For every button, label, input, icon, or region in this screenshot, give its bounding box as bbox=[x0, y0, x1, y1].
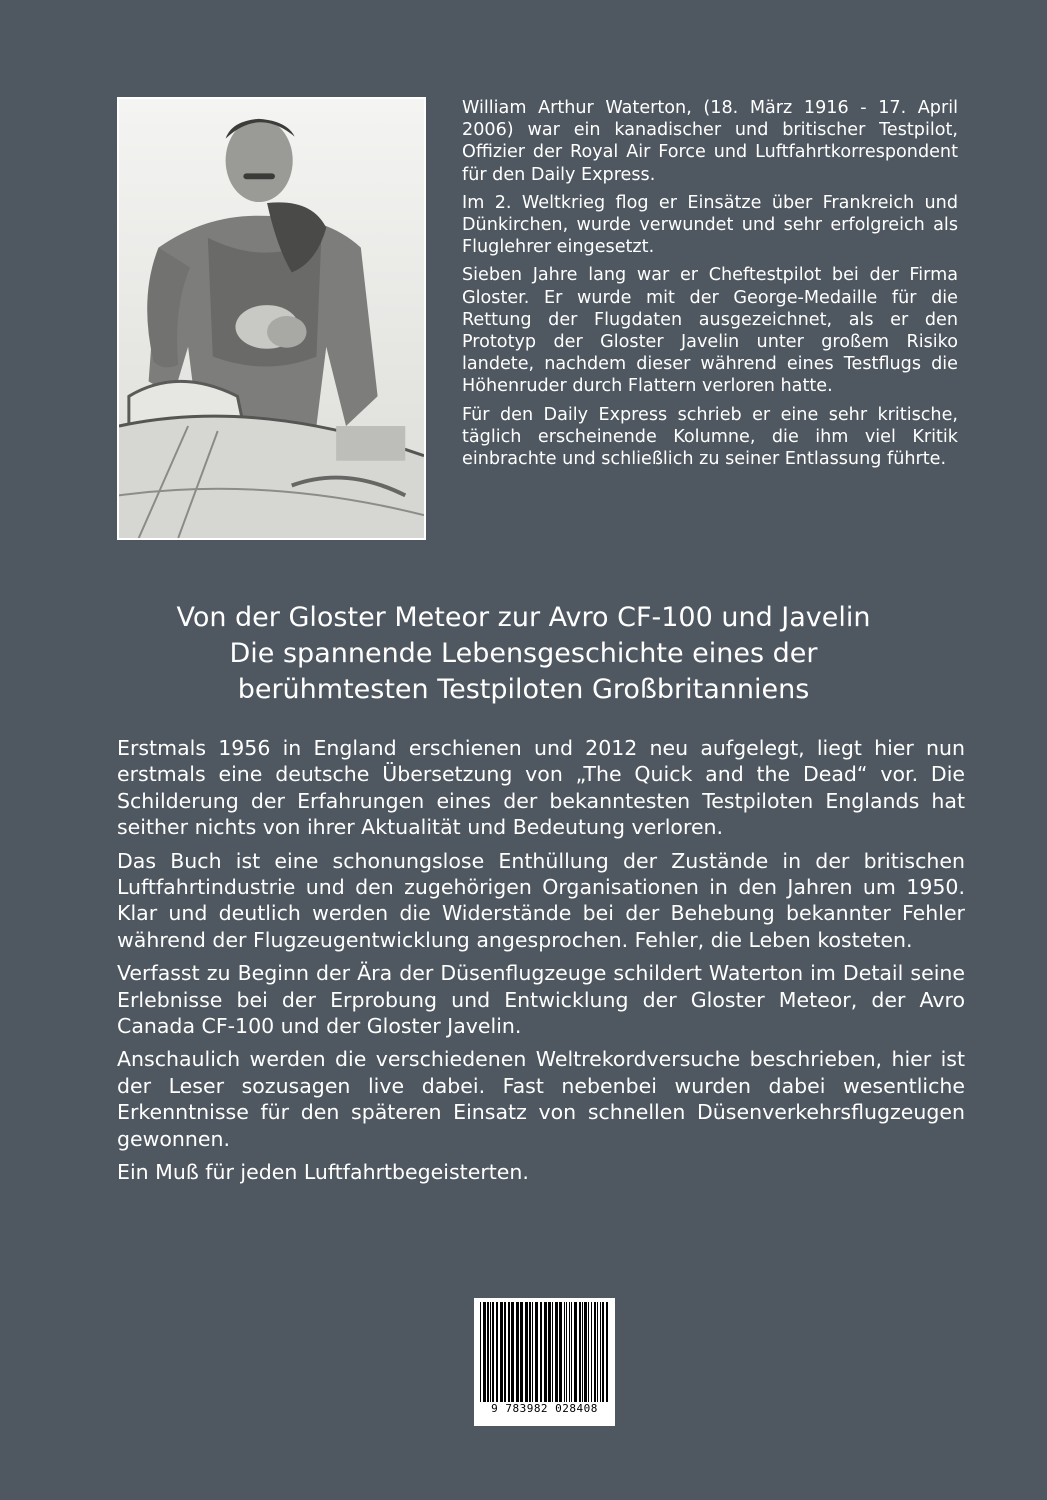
barcode-bar bbox=[511, 1302, 514, 1402]
barcode-bar bbox=[582, 1302, 583, 1402]
barcode-bar bbox=[579, 1302, 581, 1402]
barcode-bar bbox=[520, 1302, 523, 1402]
isbn-digits: 9 783982 028408 bbox=[491, 1402, 598, 1415]
pilot-photo bbox=[117, 97, 426, 540]
barcode-bar bbox=[574, 1302, 577, 1402]
barcode-bar bbox=[516, 1302, 519, 1402]
description-paragraph: Ein Muß für jeden Luftfahrtbegeisterten. bbox=[117, 1160, 529, 1185]
bio-paragraph: William Arthur Waterton, (18. März 1916 - 17. April 2006) war ein kanadischer und britischer Testpilot, Offizier der Royal Air Force und Luftfahrtkorrespondent für den Daily Express. bbox=[462, 98, 958, 185]
pilot-photo-illustration bbox=[119, 99, 424, 538]
isbn-barcode bbox=[474, 1298, 615, 1426]
bio-paragraph: Im 2. Weltkrieg flog er Einsätze über Frankreich und Dünkirchen, wurde verwundet und sehr erfolgreich als Fluglehrer eingesetzt. bbox=[462, 192, 958, 258]
barcode-bar bbox=[487, 1302, 489, 1402]
barcode-bar bbox=[490, 1302, 491, 1402]
author-biography bbox=[462, 97, 958, 476]
barcode-bar bbox=[540, 1302, 542, 1402]
barcode-bar bbox=[584, 1302, 587, 1402]
barcode-bar bbox=[588, 1302, 589, 1402]
barcode-bar bbox=[571, 1302, 572, 1402]
headline-line-3: berühmtesten Testpiloten Großbritanniens bbox=[237, 674, 810, 705]
barcode-bar bbox=[602, 1302, 604, 1402]
description-paragraph: Verfasst zu Beginn der Ära der Düsenflugzeuge schildert Waterton im Detail seine Erlebnisse bei der Erprobung und Entwicklung der Gloster Meteor, der Avro Canada CF-100 und der Gloster Javelin. bbox=[117, 961, 965, 1039]
barcode-bar bbox=[548, 1302, 551, 1402]
description-paragraph: Anschaulich werden die verschiedenen Weltrekordversuche beschrieben, hier ist der Leser sozusagen live dabei. Fast nebenbei wurden dabei wesentliche Erkenntnisse für den späteren Einsatz von schnellen Düsenverkehrsflugzeugen gewonnen. bbox=[117, 1047, 965, 1151]
barcode-bar bbox=[559, 1302, 562, 1402]
barcode-bar bbox=[483, 1302, 486, 1402]
barcode-bar bbox=[606, 1302, 608, 1402]
barcode-bar bbox=[591, 1302, 592, 1402]
barcode-bar bbox=[600, 1302, 601, 1402]
barcode-bar bbox=[525, 1302, 528, 1402]
book-description bbox=[117, 735, 965, 1193]
barcode-bar bbox=[552, 1302, 553, 1402]
barcode-bar bbox=[564, 1302, 565, 1402]
barcode-bar bbox=[500, 1302, 503, 1402]
bio-paragraph: Sieben Jahre lang war er Cheftestpilot bei der Firma Gloster. Er wurde mit der George-Medaille für die Rettung der Flugdaten ausgezeichnet, als er den Prototyp der Gloster Javelin unter großem Risiko landete, nachdem dieser während eines Testflugs die Höhenruder durch Flattern verloren hatte. bbox=[462, 265, 958, 397]
barcode-bar bbox=[529, 1302, 531, 1402]
barcode-bar bbox=[566, 1302, 567, 1402]
barcode-bar bbox=[535, 1302, 538, 1402]
barcode-bar bbox=[504, 1302, 506, 1402]
barcode-bar bbox=[492, 1302, 494, 1402]
headline-line-2: Die spannende Lebensgeschichte eines der bbox=[229, 638, 818, 669]
description-paragraph: Das Buch ist eine schonungslose Enthüllung der Zustände in der britischen Luftfahrtindustrie und den zugehörigen Organisationen in den Jahren um 1950. Klar und deutlich werden die Widerstände bei der Behebung bekannter Fehler während der Flugzeugentwicklung angesprochen. Fehler, die Leben kosteten. bbox=[117, 848, 965, 952]
barcode-bar bbox=[594, 1302, 596, 1402]
headline-line-1: Von der Gloster Meteor zur Avro CF-100 und Javelin bbox=[176, 602, 871, 633]
barcode-bar bbox=[496, 1302, 498, 1402]
barcode-bar bbox=[555, 1302, 558, 1402]
description-paragraph: Erstmals 1956 in England erschienen und 2012 neu aufgelegt, liegt hier nun erstmals eine deutsche Übersetzung von „The Quick and the Dead“ vor. Die Schilderung der Erfahrungen eines der bekanntesten Testpiloten Englands hat seither nichts von ihrer Aktualität und Bedeutung verloren. bbox=[117, 736, 965, 840]
bio-paragraph: Für den Daily Express schrieb er eine sehr kritische, täglich erscheinende Kolumne, die ihm viel Kritik einbrachte und schließlich zu seiner Entlassung führte. bbox=[462, 404, 958, 470]
barcode-bar bbox=[532, 1302, 533, 1402]
barcode-bars bbox=[478, 1302, 611, 1402]
barcode-bar bbox=[480, 1302, 481, 1402]
barcode-bar bbox=[569, 1302, 570, 1402]
barcode-bar bbox=[597, 1302, 598, 1402]
book-headline bbox=[60, 600, 987, 708]
barcode-bar bbox=[544, 1302, 547, 1402]
barcode-bar bbox=[508, 1302, 510, 1402]
